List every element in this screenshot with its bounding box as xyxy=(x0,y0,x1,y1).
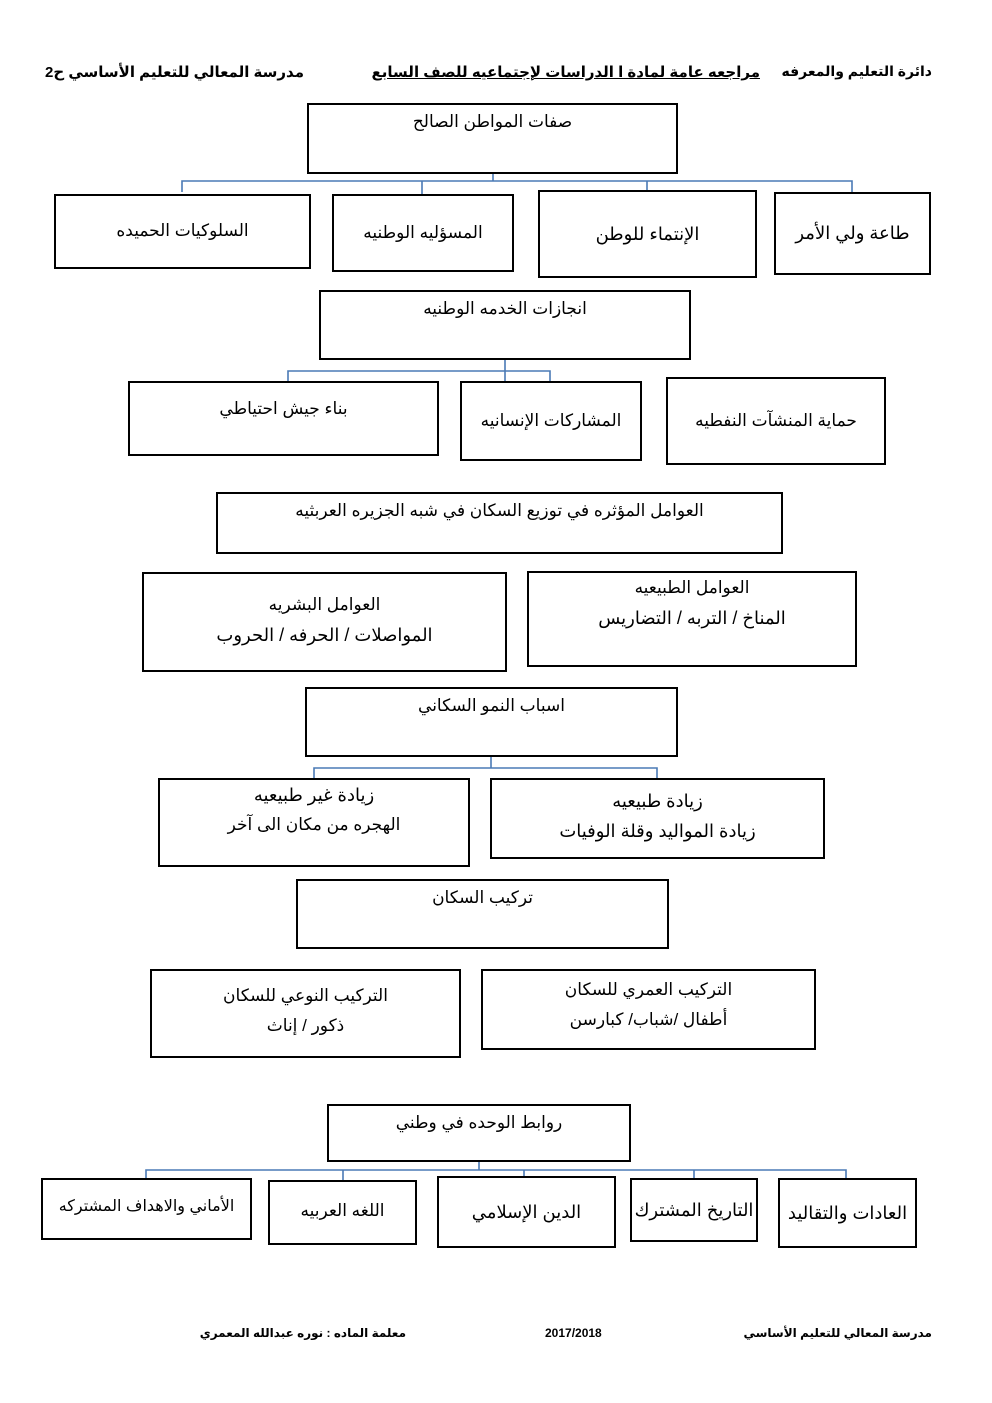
service-item-humanitarian xyxy=(460,381,642,461)
composition-item-detail: أطفال /شباب/ كبارسن xyxy=(569,1010,728,1029)
footer-school: مدرسة المعالي للتعليم الأساسي xyxy=(743,1326,932,1340)
composition-item-detail: ذكور / إناث xyxy=(266,1016,345,1035)
unity-item-label: التاريخ المشترك xyxy=(634,1200,754,1220)
unity-item-label: الدين الإسلامي xyxy=(471,1202,582,1222)
footer-teacher: معلمة الماده : نوره عبدالله المعمري xyxy=(199,1326,406,1340)
citizen-item-obedience xyxy=(774,192,931,275)
service-item-label: المشاركات الإنسانيه xyxy=(480,411,622,430)
citizen-item-label: الإنتماء للوطن xyxy=(595,224,700,244)
unity-item-customs xyxy=(778,1178,917,1248)
unity-item-language xyxy=(268,1180,417,1245)
footer-year: 2017/2018 xyxy=(545,1326,602,1340)
unity-title: روابط الوحده في وطني xyxy=(395,1113,563,1132)
service-title: انجازات الخدمه الوطنيه xyxy=(423,299,587,318)
composition-item-gender xyxy=(150,969,461,1058)
citizen-item-responsibility xyxy=(332,194,514,272)
growth-item-label: زيادة غير طبيعيه xyxy=(253,785,375,805)
citizen-item-belonging xyxy=(538,190,757,278)
composition-item-age xyxy=(481,969,816,1050)
growth-item-label: زيادة طبيعيه xyxy=(612,791,703,811)
unity-item-religion xyxy=(437,1176,616,1248)
composition-title: تركيب السكان xyxy=(432,888,533,907)
composition-item-label: التركيب العمري للسكان xyxy=(564,980,733,999)
growth-item-natural xyxy=(490,778,825,859)
service-item-oil xyxy=(666,377,886,465)
service-item-label: بناء جيش احتياطي xyxy=(219,399,348,418)
unity-item-history xyxy=(630,1178,758,1242)
citizen-item-label: طاعة ولي الأمر xyxy=(795,223,910,243)
service-item-reserve xyxy=(128,381,439,456)
distribution-title: العوامل المؤثره في توزيع السكان في شبه الجزيره العربثيه xyxy=(295,501,704,520)
distribution-item-label: العوامل الطبيعيه xyxy=(634,578,750,597)
growth-item-detail: زيادة المواليد وقلة الوفيات xyxy=(559,821,756,841)
unity-item-label: اللغه العربيه xyxy=(300,1201,385,1220)
service-connector xyxy=(288,359,550,381)
growth-item-unnatural xyxy=(158,778,470,867)
growth-title-box xyxy=(305,687,678,757)
header-department: دائرة التعليم والمعرفه xyxy=(781,63,932,79)
citizen-item-label: المسؤليه الوطنيه xyxy=(363,223,483,242)
citizen-title-box xyxy=(307,103,678,174)
distribution-item-detail: المواصلات / الحرفه / الحروب xyxy=(216,625,433,645)
unity-title-box xyxy=(327,1104,631,1162)
header-title: مراجعه عامة لمادة ا الدراسات لإجتماعيه للصف السابع xyxy=(371,64,760,81)
distribution-item-natural xyxy=(527,571,857,667)
composition-title-box xyxy=(296,879,669,949)
unity-item-goals xyxy=(41,1178,252,1240)
distribution-item-label: العوامل البشريه xyxy=(268,595,381,614)
unity-item-label: العادات والتقاليد xyxy=(787,1203,908,1223)
unity-item-label: الأماني والاهداف المشتركه xyxy=(58,1198,235,1215)
growth-item-detail: الهجره من مكان الى آخر xyxy=(227,815,401,834)
distribution-item-detail: المناخ / التربه / التضاريس xyxy=(598,608,786,628)
citizen-item-label: السلوكيات الحميده xyxy=(116,221,249,240)
distribution-title-box xyxy=(216,492,783,554)
distribution-item-human xyxy=(142,572,507,672)
header-school: مدرسة المعالي للتعليم الأساسي ح2 xyxy=(45,64,304,81)
growth-title: اسباب النمو السكاني xyxy=(418,696,565,715)
growth-connector xyxy=(314,756,657,778)
composition-item-label: التركيب النوعي للسكان xyxy=(223,986,388,1005)
citizen-item-behaviour xyxy=(54,194,311,269)
service-title-box xyxy=(319,290,691,360)
service-item-label: حماية المنشآت النفطيه xyxy=(695,411,857,430)
citizen-title: صفات المواطن الصالح xyxy=(412,112,573,131)
